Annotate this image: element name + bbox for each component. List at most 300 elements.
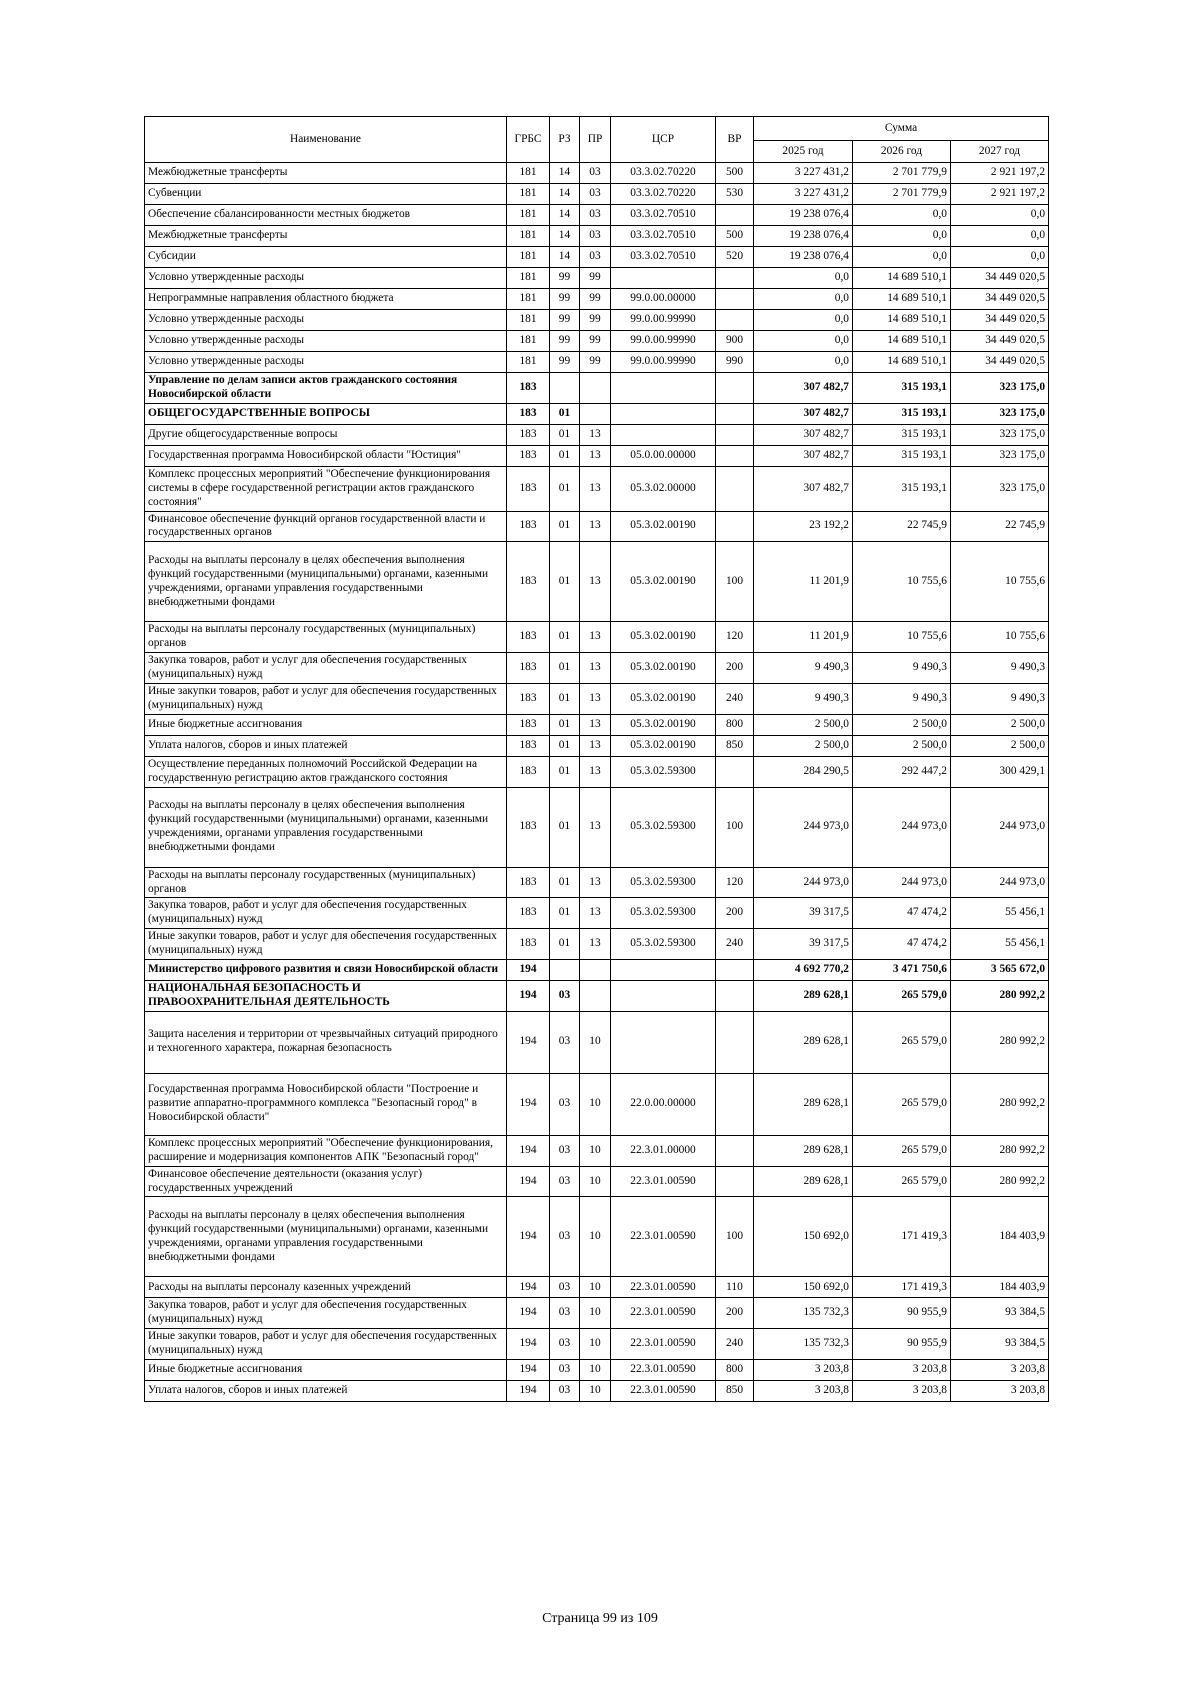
cell-rz: 01 bbox=[550, 683, 580, 714]
cell-sum-2027: 3 203,8 bbox=[951, 1360, 1049, 1381]
cell-pr: 10 bbox=[580, 1329, 611, 1360]
cell-pr: 13 bbox=[580, 424, 611, 445]
cell-grbs: 181 bbox=[507, 163, 550, 184]
cell-sum-2027: 3 565 672,0 bbox=[951, 960, 1049, 981]
cell-sum-2026: 244 973,0 bbox=[853, 867, 951, 898]
cell-sum-2025: 19 238 076,4 bbox=[754, 226, 853, 247]
cell-name: Закупка товаров, работ и услуг для обеспечения государственных (муниципальных) нужд bbox=[145, 1298, 507, 1329]
table-row bbox=[145, 310, 1049, 331]
cell-vr: 900 bbox=[716, 331, 754, 352]
cell-name: Закупка товаров, работ и услуг для обеспечения государственных (муниципальных) нужд bbox=[145, 653, 507, 684]
cell-sum-2026: 2 500,0 bbox=[853, 714, 951, 735]
cell-rz: 01 bbox=[550, 756, 580, 787]
cell-sum-2027: 34 449 020,5 bbox=[951, 289, 1049, 310]
cell-csr: 05.0.00.00000 bbox=[611, 445, 716, 466]
cell-vr: 500 bbox=[716, 163, 754, 184]
cell-csr: 22.0.00.00000 bbox=[611, 1073, 716, 1135]
cell-sum-2026: 2 701 779,9 bbox=[853, 163, 951, 184]
table-row bbox=[145, 466, 1049, 511]
cell-sum-2027: 55 456,1 bbox=[951, 898, 1049, 929]
table-row bbox=[145, 714, 1049, 735]
cell-csr: 05.3.02.00190 bbox=[611, 511, 716, 542]
cell-sum-2027: 280 992,2 bbox=[951, 1166, 1049, 1197]
cell-csr: 22.3.01.00000 bbox=[611, 1135, 716, 1166]
cell-sum-2027: 280 992,2 bbox=[951, 1073, 1049, 1135]
cell-name: Субвенции bbox=[145, 184, 507, 205]
cell-sum-2026: 22 745,9 bbox=[853, 511, 951, 542]
cell-rz: 01 bbox=[550, 653, 580, 684]
cell-vr bbox=[716, 205, 754, 226]
cell-grbs: 194 bbox=[507, 1135, 550, 1166]
cell-pr: 10 bbox=[580, 1135, 611, 1166]
cell-sum-2027: 300 429,1 bbox=[951, 756, 1049, 787]
cell-pr bbox=[580, 403, 611, 424]
cell-grbs: 183 bbox=[507, 542, 550, 622]
cell-csr: 03.3.02.70510 bbox=[611, 226, 716, 247]
cell-vr bbox=[716, 756, 754, 787]
cell-rz: 01 bbox=[550, 622, 580, 653]
cell-csr: 03.3.02.70510 bbox=[611, 205, 716, 226]
cell-name: Иные закупки товаров, работ и услуг для обеспечения государственных (муниципальных) нужд bbox=[145, 683, 507, 714]
cell-sum-2027: 280 992,2 bbox=[951, 1011, 1049, 1073]
cell-csr: 05.3.02.00190 bbox=[611, 653, 716, 684]
cell-sum-2026: 10 755,6 bbox=[853, 622, 951, 653]
cell-pr: 99 bbox=[580, 331, 611, 352]
cell-csr: 22.3.01.00590 bbox=[611, 1298, 716, 1329]
cell-csr: 03.3.02.70510 bbox=[611, 247, 716, 268]
cell-csr: 05.3.02.00190 bbox=[611, 542, 716, 622]
header-rz: РЗ bbox=[550, 117, 580, 163]
cell-grbs: 183 bbox=[507, 445, 550, 466]
cell-grbs: 194 bbox=[507, 1277, 550, 1298]
cell-sum-2027: 2 500,0 bbox=[951, 714, 1049, 735]
cell-sum-2026: 90 955,9 bbox=[853, 1298, 951, 1329]
cell-sum-2026: 171 419,3 bbox=[853, 1277, 951, 1298]
cell-rz: 03 bbox=[550, 1166, 580, 1197]
table-row bbox=[145, 184, 1049, 205]
cell-vr bbox=[716, 1166, 754, 1197]
cell-pr: 10 bbox=[580, 1298, 611, 1329]
cell-grbs: 181 bbox=[507, 310, 550, 331]
cell-name: Министерство цифрового развития и связи Новосибирской области bbox=[145, 960, 507, 981]
cell-sum-2025: 0,0 bbox=[754, 310, 853, 331]
cell-csr bbox=[611, 403, 716, 424]
cell-name: Непрограммные направления областного бюджета bbox=[145, 289, 507, 310]
cell-rz: 01 bbox=[550, 867, 580, 898]
cell-sum-2025: 307 482,7 bbox=[754, 373, 853, 404]
cell-grbs: 183 bbox=[507, 867, 550, 898]
cell-pr bbox=[580, 960, 611, 981]
cell-csr: 05.3.02.00000 bbox=[611, 466, 716, 511]
cell-csr: 05.3.02.59300 bbox=[611, 867, 716, 898]
cell-sum-2026: 9 490,3 bbox=[853, 683, 951, 714]
cell-sum-2027: 34 449 020,5 bbox=[951, 352, 1049, 373]
cell-sum-2025: 2 500,0 bbox=[754, 735, 853, 756]
cell-name: ОБЩЕГОСУДАРСТВЕННЫЕ ВОПРОСЫ bbox=[145, 403, 507, 424]
cell-rz: 99 bbox=[550, 331, 580, 352]
table-row bbox=[145, 787, 1049, 867]
header-grbs: ГРБС bbox=[507, 117, 550, 163]
cell-name: Другие общегосударственные вопросы bbox=[145, 424, 507, 445]
cell-sum-2026: 14 689 510,1 bbox=[853, 268, 951, 289]
cell-name: Расходы на выплаты персоналу государственных (муниципальных) органов bbox=[145, 622, 507, 653]
cell-csr bbox=[611, 424, 716, 445]
table-row bbox=[145, 226, 1049, 247]
cell-csr: 05.3.02.00190 bbox=[611, 735, 716, 756]
cell-name: Расходы на выплаты персоналу в целях обеспечения выполнения функций государственными (муниципальными) органами, казенными учреждениями, органами управления государственными внебюджетными фондами bbox=[145, 787, 507, 867]
table-row bbox=[145, 683, 1049, 714]
cell-sum-2026: 171 419,3 bbox=[853, 1197, 951, 1277]
cell-csr: 03.3.02.70220 bbox=[611, 184, 716, 205]
cell-pr: 13 bbox=[580, 653, 611, 684]
cell-name: Иные закупки товаров, работ и услуг для обеспечения государственных (муниципальных) нужд bbox=[145, 1329, 507, 1360]
cell-csr bbox=[611, 981, 716, 1012]
cell-rz: 03 bbox=[550, 1073, 580, 1135]
header-vr: ВР bbox=[716, 117, 754, 163]
table-row bbox=[145, 1073, 1049, 1135]
cell-name: Комплекс процессных мероприятий "Обеспечение функционирования системы в сфере государственной регистрации актов гражданского состояния" bbox=[145, 466, 507, 511]
cell-sum-2026: 265 579,0 bbox=[853, 981, 951, 1012]
cell-csr bbox=[611, 960, 716, 981]
table-row bbox=[145, 247, 1049, 268]
table-row bbox=[145, 511, 1049, 542]
cell-rz: 01 bbox=[550, 511, 580, 542]
cell-sum-2025: 289 628,1 bbox=[754, 1135, 853, 1166]
cell-sum-2025: 2 500,0 bbox=[754, 714, 853, 735]
cell-sum-2025: 3 227 431,2 bbox=[754, 163, 853, 184]
cell-name: Защита населения и территории от чрезвычайных ситуаций природного и техногенного характера, пожарная безопасность bbox=[145, 1011, 507, 1073]
cell-rz: 01 bbox=[550, 898, 580, 929]
cell-sum-2026: 14 689 510,1 bbox=[853, 352, 951, 373]
cell-vr bbox=[716, 1135, 754, 1166]
cell-sum-2026: 0,0 bbox=[853, 205, 951, 226]
cell-sum-2025: 39 317,5 bbox=[754, 929, 853, 960]
cell-vr bbox=[716, 445, 754, 466]
cell-sum-2027: 3 203,8 bbox=[951, 1381, 1049, 1402]
cell-vr: 990 bbox=[716, 352, 754, 373]
cell-sum-2027: 93 384,5 bbox=[951, 1298, 1049, 1329]
cell-sum-2025: 3 203,8 bbox=[754, 1360, 853, 1381]
cell-vr: 200 bbox=[716, 898, 754, 929]
table-row bbox=[145, 981, 1049, 1012]
cell-csr bbox=[611, 1011, 716, 1073]
cell-grbs: 194 bbox=[507, 1011, 550, 1073]
cell-pr: 13 bbox=[580, 511, 611, 542]
cell-sum-2027: 34 449 020,5 bbox=[951, 331, 1049, 352]
cell-sum-2026: 47 474,2 bbox=[853, 898, 951, 929]
table-row bbox=[145, 1135, 1049, 1166]
cell-vr: 240 bbox=[716, 929, 754, 960]
cell-sum-2027: 9 490,3 bbox=[951, 683, 1049, 714]
cell-sum-2027: 0,0 bbox=[951, 205, 1049, 226]
cell-csr: 22.3.01.00590 bbox=[611, 1329, 716, 1360]
cell-grbs: 183 bbox=[507, 787, 550, 867]
cell-csr: 99.0.00.99990 bbox=[611, 331, 716, 352]
cell-pr: 10 bbox=[580, 1073, 611, 1135]
cell-sum-2025: 150 692,0 bbox=[754, 1197, 853, 1277]
cell-vr: 850 bbox=[716, 1381, 754, 1402]
header-sum: Сумма bbox=[754, 117, 1049, 141]
cell-grbs: 183 bbox=[507, 929, 550, 960]
cell-sum-2026: 315 193,1 bbox=[853, 403, 951, 424]
cell-sum-2027: 244 973,0 bbox=[951, 787, 1049, 867]
cell-sum-2025: 19 238 076,4 bbox=[754, 205, 853, 226]
cell-sum-2027: 34 449 020,5 bbox=[951, 310, 1049, 331]
cell-csr: 05.3.02.00190 bbox=[611, 714, 716, 735]
cell-vr bbox=[716, 960, 754, 981]
cell-sum-2025: 9 490,3 bbox=[754, 653, 853, 684]
cell-sum-2027: 323 175,0 bbox=[951, 373, 1049, 404]
cell-grbs: 194 bbox=[507, 1360, 550, 1381]
cell-sum-2027: 55 456,1 bbox=[951, 929, 1049, 960]
cell-sum-2026: 315 193,1 bbox=[853, 466, 951, 511]
cell-sum-2025: 0,0 bbox=[754, 331, 853, 352]
cell-rz: 99 bbox=[550, 268, 580, 289]
header-name: Наименование bbox=[145, 117, 507, 163]
cell-sum-2027: 22 745,9 bbox=[951, 511, 1049, 542]
cell-csr: 05.3.02.00190 bbox=[611, 683, 716, 714]
cell-sum-2026: 292 447,2 bbox=[853, 756, 951, 787]
cell-rz: 03 bbox=[550, 1381, 580, 1402]
cell-name: Закупка товаров, работ и услуг для обеспечения государственных (муниципальных) нужд bbox=[145, 898, 507, 929]
cell-vr bbox=[716, 981, 754, 1012]
cell-sum-2025: 284 290,5 bbox=[754, 756, 853, 787]
cell-name: Межбюджетные трансферты bbox=[145, 226, 507, 247]
cell-sum-2027: 244 973,0 bbox=[951, 867, 1049, 898]
table-row bbox=[145, 1298, 1049, 1329]
cell-csr: 99.0.00.99990 bbox=[611, 352, 716, 373]
table-row bbox=[145, 622, 1049, 653]
cell-sum-2025: 150 692,0 bbox=[754, 1277, 853, 1298]
cell-rz: 01 bbox=[550, 445, 580, 466]
cell-pr: 03 bbox=[580, 184, 611, 205]
cell-pr: 10 bbox=[580, 1166, 611, 1197]
cell-grbs: 183 bbox=[507, 424, 550, 445]
cell-sum-2026: 3 471 750,6 bbox=[853, 960, 951, 981]
cell-csr: 99.0.00.00000 bbox=[611, 289, 716, 310]
cell-sum-2027: 10 755,6 bbox=[951, 542, 1049, 622]
table-row bbox=[145, 1360, 1049, 1381]
cell-sum-2025: 244 973,0 bbox=[754, 787, 853, 867]
cell-name: Условно утвержденные расходы bbox=[145, 310, 507, 331]
cell-vr: 100 bbox=[716, 1197, 754, 1277]
cell-grbs: 183 bbox=[507, 735, 550, 756]
table-row bbox=[145, 268, 1049, 289]
cell-sum-2025: 39 317,5 bbox=[754, 898, 853, 929]
cell-sum-2025: 289 628,1 bbox=[754, 1073, 853, 1135]
cell-name: Межбюджетные трансферты bbox=[145, 163, 507, 184]
cell-sum-2025: 11 201,9 bbox=[754, 542, 853, 622]
cell-csr: 22.3.01.00590 bbox=[611, 1277, 716, 1298]
cell-pr: 13 bbox=[580, 735, 611, 756]
cell-csr: 05.3.02.59300 bbox=[611, 929, 716, 960]
cell-rz: 01 bbox=[550, 466, 580, 511]
table-row bbox=[145, 424, 1049, 445]
cell-vr: 240 bbox=[716, 683, 754, 714]
cell-csr bbox=[611, 373, 716, 404]
cell-csr: 05.3.02.59300 bbox=[611, 787, 716, 867]
cell-name: Финансовое обеспечение функций органов государственной власти и государственных органов bbox=[145, 511, 507, 542]
cell-sum-2026: 244 973,0 bbox=[853, 787, 951, 867]
cell-csr: 05.3.02.59300 bbox=[611, 756, 716, 787]
cell-sum-2025: 307 482,7 bbox=[754, 424, 853, 445]
cell-sum-2025: 135 732,3 bbox=[754, 1329, 853, 1360]
cell-sum-2027: 2 921 197,2 bbox=[951, 184, 1049, 205]
cell-grbs: 183 bbox=[507, 403, 550, 424]
cell-pr: 99 bbox=[580, 352, 611, 373]
cell-sum-2027: 280 992,2 bbox=[951, 1135, 1049, 1166]
table-row bbox=[145, 163, 1049, 184]
cell-rz: 03 bbox=[550, 1197, 580, 1277]
cell-vr bbox=[716, 511, 754, 542]
table-row bbox=[145, 756, 1049, 787]
cell-sum-2026: 265 579,0 bbox=[853, 1135, 951, 1166]
cell-grbs: 194 bbox=[507, 1166, 550, 1197]
cell-sum-2027: 184 403,9 bbox=[951, 1197, 1049, 1277]
cell-rz: 14 bbox=[550, 226, 580, 247]
cell-name: Расходы на выплаты персоналу в целях обеспечения выполнения функций государственными (муниципальными) органами, казенными учреждениями, органами управления государственными внебюджетными фондами bbox=[145, 1197, 507, 1277]
cell-name: Расходы на выплаты персоналу государственных (муниципальных) органов bbox=[145, 867, 507, 898]
cell-csr: 22.3.01.00590 bbox=[611, 1360, 716, 1381]
cell-grbs: 183 bbox=[507, 683, 550, 714]
cell-vr: 500 bbox=[716, 226, 754, 247]
cell-sum-2025: 244 973,0 bbox=[754, 867, 853, 898]
cell-name: Уплата налогов, сборов и иных платежей bbox=[145, 735, 507, 756]
cell-rz: 01 bbox=[550, 929, 580, 960]
table-row bbox=[145, 1011, 1049, 1073]
cell-pr: 13 bbox=[580, 867, 611, 898]
cell-sum-2026: 47 474,2 bbox=[853, 929, 951, 960]
cell-rz: 03 bbox=[550, 1011, 580, 1073]
cell-name: Иные закупки товаров, работ и услуг для обеспечения государственных (муниципальных) нужд bbox=[145, 929, 507, 960]
table-row bbox=[145, 352, 1049, 373]
cell-sum-2025: 135 732,3 bbox=[754, 1298, 853, 1329]
cell-pr: 13 bbox=[580, 542, 611, 622]
table-row bbox=[145, 653, 1049, 684]
cell-rz: 14 bbox=[550, 163, 580, 184]
cell-rz: 01 bbox=[550, 735, 580, 756]
cell-rz: 99 bbox=[550, 289, 580, 310]
cell-grbs: 194 bbox=[507, 1381, 550, 1402]
table-row bbox=[145, 1381, 1049, 1402]
cell-vr: 800 bbox=[716, 714, 754, 735]
cell-sum-2026: 315 193,1 bbox=[853, 424, 951, 445]
cell-vr: 100 bbox=[716, 542, 754, 622]
cell-sum-2025: 3 227 431,2 bbox=[754, 184, 853, 205]
cell-vr bbox=[716, 424, 754, 445]
cell-rz: 01 bbox=[550, 787, 580, 867]
cell-sum-2027: 9 490,3 bbox=[951, 653, 1049, 684]
cell-grbs: 194 bbox=[507, 960, 550, 981]
cell-sum-2027: 2 500,0 bbox=[951, 735, 1049, 756]
cell-name: Иные бюджетные ассигнования bbox=[145, 1360, 507, 1381]
cell-pr: 03 bbox=[580, 163, 611, 184]
cell-rz: 03 bbox=[550, 1360, 580, 1381]
cell-sum-2025: 289 628,1 bbox=[754, 981, 853, 1012]
cell-sum-2026: 265 579,0 bbox=[853, 1073, 951, 1135]
cell-grbs: 181 bbox=[507, 226, 550, 247]
cell-pr: 99 bbox=[580, 310, 611, 331]
cell-sum-2025: 23 192,2 bbox=[754, 511, 853, 542]
cell-sum-2027: 323 175,0 bbox=[951, 445, 1049, 466]
cell-sum-2026: 90 955,9 bbox=[853, 1329, 951, 1360]
cell-pr: 13 bbox=[580, 622, 611, 653]
cell-name: Государственная программа Новосибирской области "Построение и развитие аппаратно-программного комплекса "Безопасный город" в Новосибирской области" bbox=[145, 1073, 507, 1135]
cell-sum-2026: 265 579,0 bbox=[853, 1166, 951, 1197]
cell-pr: 13 bbox=[580, 929, 611, 960]
cell-name: Управление по делам записи актов гражданского состояния Новосибирской области bbox=[145, 373, 507, 404]
cell-vr bbox=[716, 289, 754, 310]
cell-pr: 03 bbox=[580, 247, 611, 268]
cell-pr: 10 bbox=[580, 1277, 611, 1298]
cell-vr bbox=[716, 373, 754, 404]
cell-vr: 530 bbox=[716, 184, 754, 205]
cell-grbs: 194 bbox=[507, 981, 550, 1012]
cell-vr: 110 bbox=[716, 1277, 754, 1298]
cell-pr: 99 bbox=[580, 268, 611, 289]
table-row bbox=[145, 289, 1049, 310]
cell-name: Уплата налогов, сборов и иных платежей bbox=[145, 1381, 507, 1402]
cell-pr: 10 bbox=[580, 1381, 611, 1402]
cell-sum-2027: 323 175,0 bbox=[951, 424, 1049, 445]
cell-vr bbox=[716, 466, 754, 511]
cell-rz: 03 bbox=[550, 1298, 580, 1329]
header-year-2027: 2027 год bbox=[951, 141, 1049, 163]
cell-csr: 05.3.02.59300 bbox=[611, 898, 716, 929]
cell-name: Условно утвержденные расходы bbox=[145, 331, 507, 352]
cell-pr: 13 bbox=[580, 683, 611, 714]
cell-grbs: 181 bbox=[507, 352, 550, 373]
table-row bbox=[145, 205, 1049, 226]
cell-csr bbox=[611, 268, 716, 289]
cell-sum-2027: 0,0 bbox=[951, 226, 1049, 247]
cell-sum-2025: 289 628,1 bbox=[754, 1166, 853, 1197]
cell-sum-2027: 280 992,2 bbox=[951, 981, 1049, 1012]
table-row bbox=[145, 403, 1049, 424]
cell-csr: 99.0.00.99990 bbox=[611, 310, 716, 331]
cell-sum-2026: 315 193,1 bbox=[853, 445, 951, 466]
cell-sum-2025: 11 201,9 bbox=[754, 622, 853, 653]
cell-vr: 850 bbox=[716, 735, 754, 756]
cell-vr bbox=[716, 403, 754, 424]
cell-sum-2027: 184 403,9 bbox=[951, 1277, 1049, 1298]
table-row bbox=[145, 960, 1049, 981]
cell-sum-2025: 0,0 bbox=[754, 352, 853, 373]
cell-name: Иные бюджетные ассигнования bbox=[145, 714, 507, 735]
cell-sum-2025: 307 482,7 bbox=[754, 403, 853, 424]
cell-sum-2026: 14 689 510,1 bbox=[853, 331, 951, 352]
budget-table-container bbox=[144, 116, 1048, 1402]
table-row bbox=[145, 1197, 1049, 1277]
cell-vr bbox=[716, 268, 754, 289]
table-row bbox=[145, 735, 1049, 756]
cell-rz: 14 bbox=[550, 247, 580, 268]
cell-rz: 01 bbox=[550, 424, 580, 445]
cell-sum-2025: 289 628,1 bbox=[754, 1011, 853, 1073]
cell-csr: 03.3.02.70220 bbox=[611, 163, 716, 184]
table-row bbox=[145, 445, 1049, 466]
table-row bbox=[145, 373, 1049, 404]
cell-name: НАЦИОНАЛЬНАЯ БЕЗОПАСНОСТЬ И ПРАВООХРАНИТЕЛЬНАЯ ДЕЯТЕЛЬНОСТЬ bbox=[145, 981, 507, 1012]
cell-vr: 120 bbox=[716, 867, 754, 898]
cell-vr bbox=[716, 1073, 754, 1135]
cell-sum-2026: 3 203,8 bbox=[853, 1360, 951, 1381]
cell-pr: 10 bbox=[580, 1011, 611, 1073]
cell-sum-2027: 323 175,0 bbox=[951, 466, 1049, 511]
cell-rz: 03 bbox=[550, 1135, 580, 1166]
cell-grbs: 183 bbox=[507, 898, 550, 929]
cell-vr bbox=[716, 310, 754, 331]
